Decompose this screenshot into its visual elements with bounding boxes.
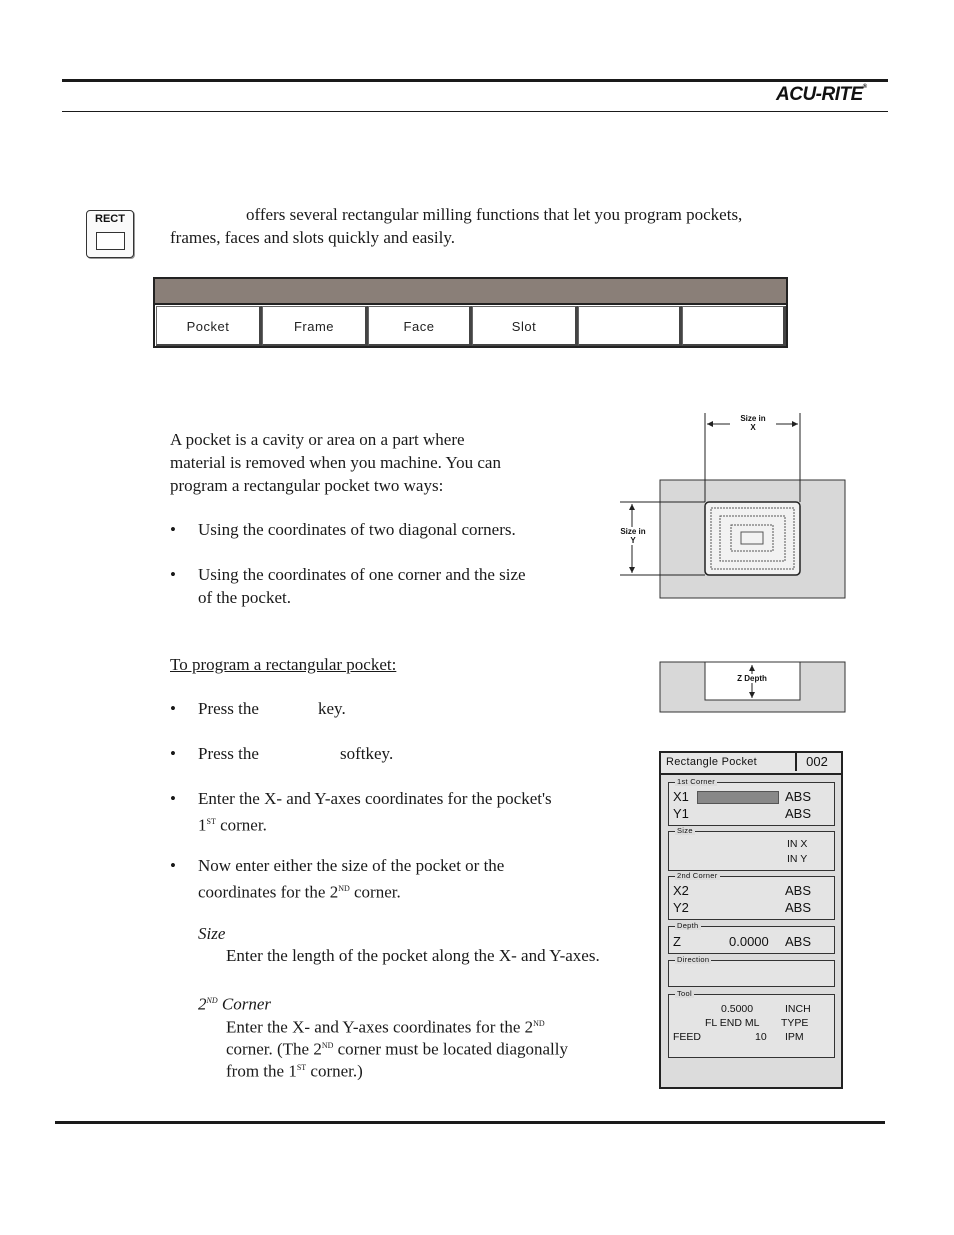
x1-label: X1	[673, 789, 689, 804]
screen-title: Rectangle Pocket	[666, 756, 758, 768]
second-corner-desc-line2: corner. (The 2ND corner must be located diagonally	[226, 1039, 569, 1059]
tool-unit: INCH	[785, 1003, 811, 1015]
header-rule-bottom	[62, 111, 888, 112]
pocket-top-view-diagram	[612, 405, 848, 605]
depth-axis: Z	[673, 934, 681, 949]
softkey-bar	[153, 277, 788, 348]
size-in-y-label: Size in Y	[613, 527, 653, 545]
pocket-para-line3: program a rectangular pocket two ways:	[170, 476, 444, 495]
size-in-x-label: Size in X	[730, 414, 776, 432]
tool-diameter[interactable]: 0.5000	[721, 1003, 754, 1015]
first-corner-label: 1st Corner	[677, 777, 716, 786]
bullet-marker: •	[170, 520, 176, 539]
softkey-slot[interactable]: Slot	[472, 306, 578, 346]
bullet-marker: •	[170, 789, 176, 808]
rect-key-square	[96, 232, 125, 250]
softkey-blank-5[interactable]	[578, 306, 682, 346]
bullet-marker: •	[170, 699, 176, 718]
y1-label: Y1	[673, 806, 689, 821]
bullet-diagonal-corners: Using the coordinates of two diagonal corners.	[198, 520, 516, 539]
bullet-corner-size-line1: Using the coordinates of one corner and the size	[198, 565, 526, 584]
feed-label: FEED	[673, 1031, 702, 1043]
y2-label: Y2	[673, 900, 689, 915]
pocket-para-line1: A pocket is a cavity or area on a part where	[170, 430, 465, 449]
tool-label: Tool	[677, 989, 692, 998]
softkey-blank-6[interactable]	[682, 306, 786, 346]
step4-line2: coordinates for the 2ND corner.	[198, 882, 401, 902]
softkey-face[interactable]: Face	[368, 306, 472, 346]
bullet-marker: •	[170, 565, 176, 584]
depth-label: Depth	[677, 921, 699, 930]
softkey-pocket[interactable]: Pocket	[156, 306, 262, 346]
brand-logo: ACU-RITE®	[776, 84, 867, 105]
y2-mode[interactable]: ABS	[785, 900, 812, 915]
second-corner-group	[668, 871, 835, 920]
bullet-corner-size-line2: of the pocket.	[198, 588, 291, 607]
depth-value[interactable]: 0.0000	[729, 934, 769, 949]
rectangle-pocket-screen	[659, 751, 843, 1089]
feed-unit: IPM	[785, 1031, 804, 1043]
screen-step-number: 002	[795, 753, 837, 771]
x1-mode: ABS	[785, 789, 812, 804]
x2-label: X2	[673, 883, 689, 898]
procedure-heading: To program a rectangular pocket:	[170, 655, 397, 674]
step1-text-b: key.	[318, 699, 346, 718]
depth-group	[668, 921, 835, 954]
rect-key-icon	[86, 210, 134, 258]
header-rule-top	[62, 79, 888, 82]
rect-key-label: RECT	[95, 213, 125, 225]
step2-text-b: softkey.	[340, 744, 394, 763]
second-corner-title: 2ND Corner	[198, 994, 271, 1014]
second-corner-desc-line1: Enter the X- and Y-axes coordinates for the 2ND	[226, 1017, 545, 1037]
bullet-marker: •	[170, 744, 176, 763]
tool-group	[668, 989, 835, 1058]
step3-line1: Enter the X- and Y-axes coordinates for the pocket's	[198, 789, 552, 808]
direction-label: Direction	[677, 955, 710, 964]
size-y-field[interactable]: IN Y	[787, 853, 808, 865]
tool-type-label: TYPE	[781, 1017, 809, 1029]
size-group	[668, 826, 835, 871]
size-label: Size	[677, 826, 693, 835]
tool-type-value[interactable]: FL END ML	[705, 1017, 760, 1029]
depth-mode: ABS	[785, 934, 812, 949]
step4-line1: Now enter either the size of the pocket or the	[198, 856, 505, 875]
first-corner-group	[668, 777, 835, 826]
second-corner-label: 2nd Corner	[677, 871, 718, 880]
x2-mode[interactable]: ABS	[785, 883, 812, 898]
size-title: Size	[198, 924, 226, 943]
footer-rule	[55, 1121, 885, 1124]
size-description: Enter the length of the pocket along the X- and Y-axes.	[226, 946, 600, 965]
feed-value[interactable]: 10	[755, 1031, 767, 1043]
intro-text-line1: offers several rectangular milling functions that let you program pockets,	[246, 205, 743, 224]
intro-text-line2: frames, faces and slots quickly and easily.	[170, 228, 455, 247]
softkey-bar-title	[155, 279, 786, 305]
second-corner-desc-line3: from the 1ST corner.)	[226, 1061, 363, 1081]
step3-line2: 1ST corner.	[198, 815, 267, 835]
screen-header	[661, 753, 841, 775]
softkey-frame[interactable]: Frame	[262, 306, 368, 346]
bullet-marker: •	[170, 856, 176, 875]
direction-group[interactable]	[668, 955, 835, 987]
step1-text-a: Press the	[198, 699, 259, 718]
pocket-para-line2: material is removed when you machine. You can	[170, 453, 501, 472]
step2-text-a: Press the	[198, 744, 259, 763]
z-depth-label: Z Depth	[728, 674, 776, 683]
y1-mode: ABS	[785, 806, 812, 821]
x1-input[interactable]	[697, 791, 779, 804]
size-x-field[interactable]: IN X	[787, 838, 808, 850]
